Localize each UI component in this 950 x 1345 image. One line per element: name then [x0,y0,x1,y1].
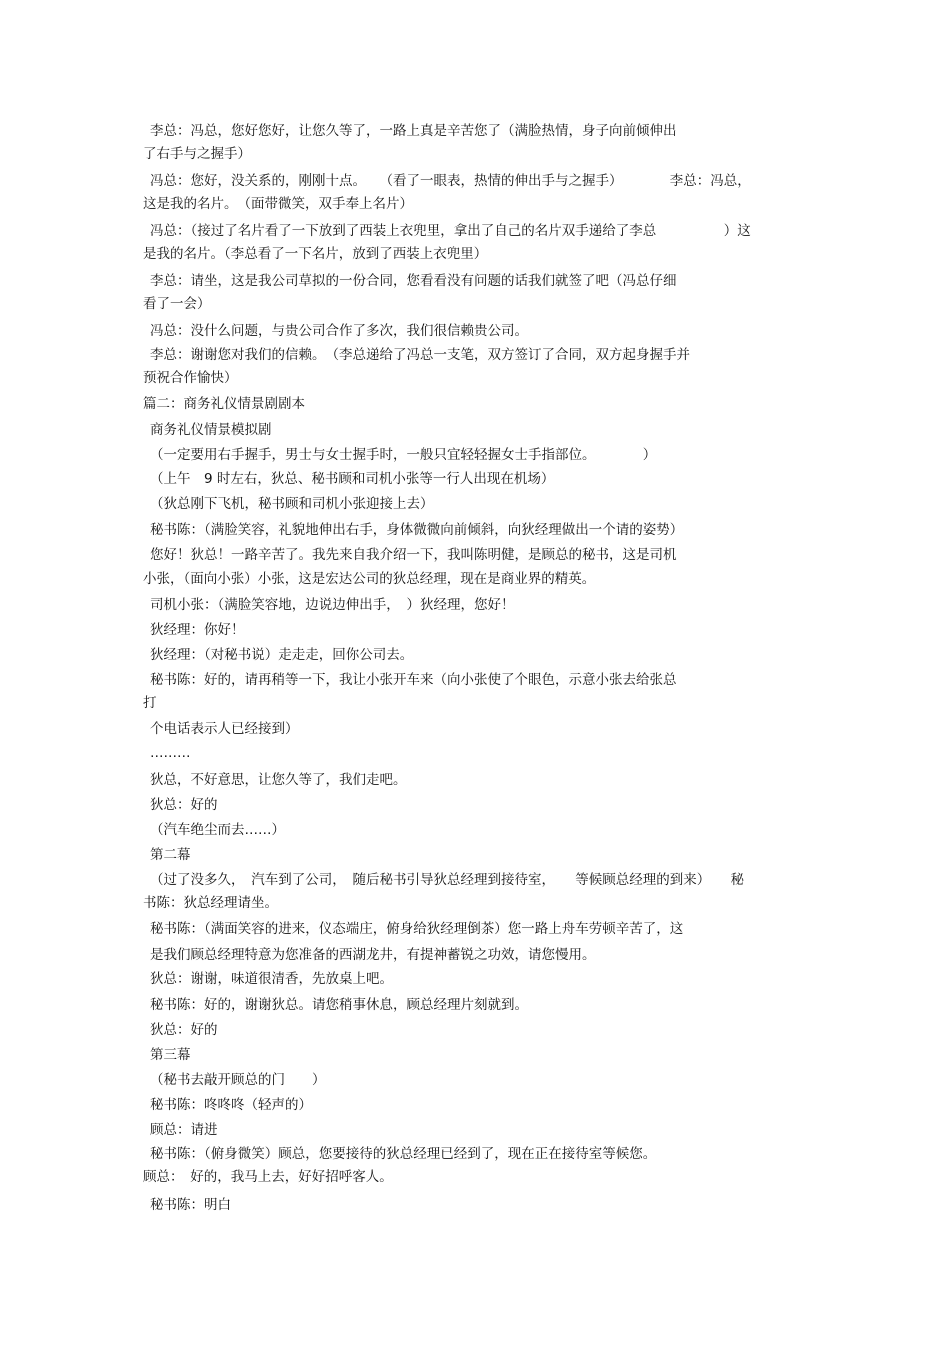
text-line: 冯总：没什么问题，与贵公司合作了多次，我们很信赖贵公司。 [150,323,528,339]
text-line: 顾总： 好的，我马上去，好好招呼客人。 [143,1169,393,1185]
text-line: 秘书陈：（俯身微笑）顾总，您要接待的狄总经理已经到了，现在正在接待室等候您。 [150,1146,657,1162]
text-line: 小张，（面向小张）小张，这是宏达公司的狄总经理，现在是商业界的精英。 [143,571,596,587]
text-line: （狄总刚下飞机，秘书顾和司机小张迎接上去） [150,496,434,512]
text-line: 看了一会） [143,296,211,312]
text-line: 商务礼仪情景模拟剧 [150,422,272,438]
text-line: 李总：请坐，这是我公司草拟的一份合同，您看看没有问题的话我们就签了吧（冯总仔细 [150,273,677,289]
text-line: 李总：谢谢您对我们的信赖。 （李总递给了冯总一支笔，双方签订了合同，双方起身握手并 [150,347,690,363]
text-line: 打 [143,695,157,711]
text-line: 冯总：（接过了名片看了一下放到了西装上衣兜里，拿出了自己的名片双手递给了李总 ）这 [150,223,751,239]
text-line: （过了没多久， 汽车到了公司， 随后秘书引导狄总经理到接待室， 等候顾总经理的到来） 秘 [150,872,744,888]
text-line: 这是我的名片。 （面带微笑，双手奉上名片） [143,196,413,212]
text-line: 预祝合作愉快） [143,370,238,386]
text-line: 秘书陈：好的，请再稍等一下，我让小张开车来（向小张使了个眼色，示意小张去给张总 [150,672,677,688]
text-line: 秘书陈：（满脸笑容，礼貌地伸出右手，身体微微向前倾斜，向狄经理做出一个请的姿势） [150,522,684,538]
text-line: 秘书陈：好的，谢谢狄总。请您稍事休息，顾总经理片刻就到。 [150,997,528,1013]
text-line: 您好！狄总！一路辛苦了。我先来自我介绍一下，我叫陈明健，是顾总的秘书，这是司机 [150,547,677,563]
text-line: 狄经理：你好！ [150,622,245,638]
text-line: （上午 9 时左右，狄总、秘书顾和司机小张等一行人出现在机场） [150,471,555,487]
text-line: 冯总：您好，没关系的，刚刚十点。 （看了一眼表，热情的伸出手与之握手） 李总：冯总， [150,173,751,189]
text-line: 秘书陈：明白 [150,1197,231,1213]
text-line: （秘书去敲开顾总的门 ） [150,1072,326,1088]
text-line: 书陈：狄总经理请坐。 [143,895,278,911]
text-line: ……… [150,745,191,761]
text-line: 狄总：谢谢，味道很清香，先放桌上吧。 [150,971,393,987]
text-line: （汽车绝尘而去……） [150,822,285,838]
text-line: 是我的名片。（李总看了一下名片，放到了西装上衣兜里） [143,246,488,262]
text-line: 个电话表示人已经接到） [150,721,299,737]
scene-heading: 第三幕 [150,1047,191,1063]
text-line: 狄总：好的 [150,797,218,813]
text-line: 秘书陈：咚咚咚（轻声的） [150,1097,312,1113]
text-line: 顾总：请进 [150,1122,218,1138]
text-line: 是我们顾总经理特意为您准备的西湖龙井，有提神蓄锐之功效，请您慢用。 [150,947,596,963]
section-heading: 篇二：商务礼仪情景剧剧本 [143,396,305,412]
text-line: 了右手与之握手） [143,146,251,162]
text-line: （一定要用右手握手，男士与女士握手时，一般只宜轻轻握女士手指部位。 ） [150,447,657,463]
text-line: 李总：冯总，您好您好，让您久等了，一路上真是辛苦您了（满脸热情，身子向前倾伸出 [150,123,677,139]
text-line: 秘书陈：（满面笑容的进来，仪态端庄，俯身给狄经理倒茶）您一路上舟车劳顿辛苦了，这 [150,921,684,937]
text-line: 狄总，不好意思，让您久等了，我们走吧。 [150,772,407,788]
text-line: 司机小张：（满脸笑容地，边说边伸出手， ）狄经理，您好！ [150,597,515,613]
text-line: 狄总：好的 [150,1022,218,1038]
text-line: 狄经理：（对秘书说）走走走，回你公司去。 [150,647,414,663]
scene-heading: 第二幕 [150,847,191,863]
